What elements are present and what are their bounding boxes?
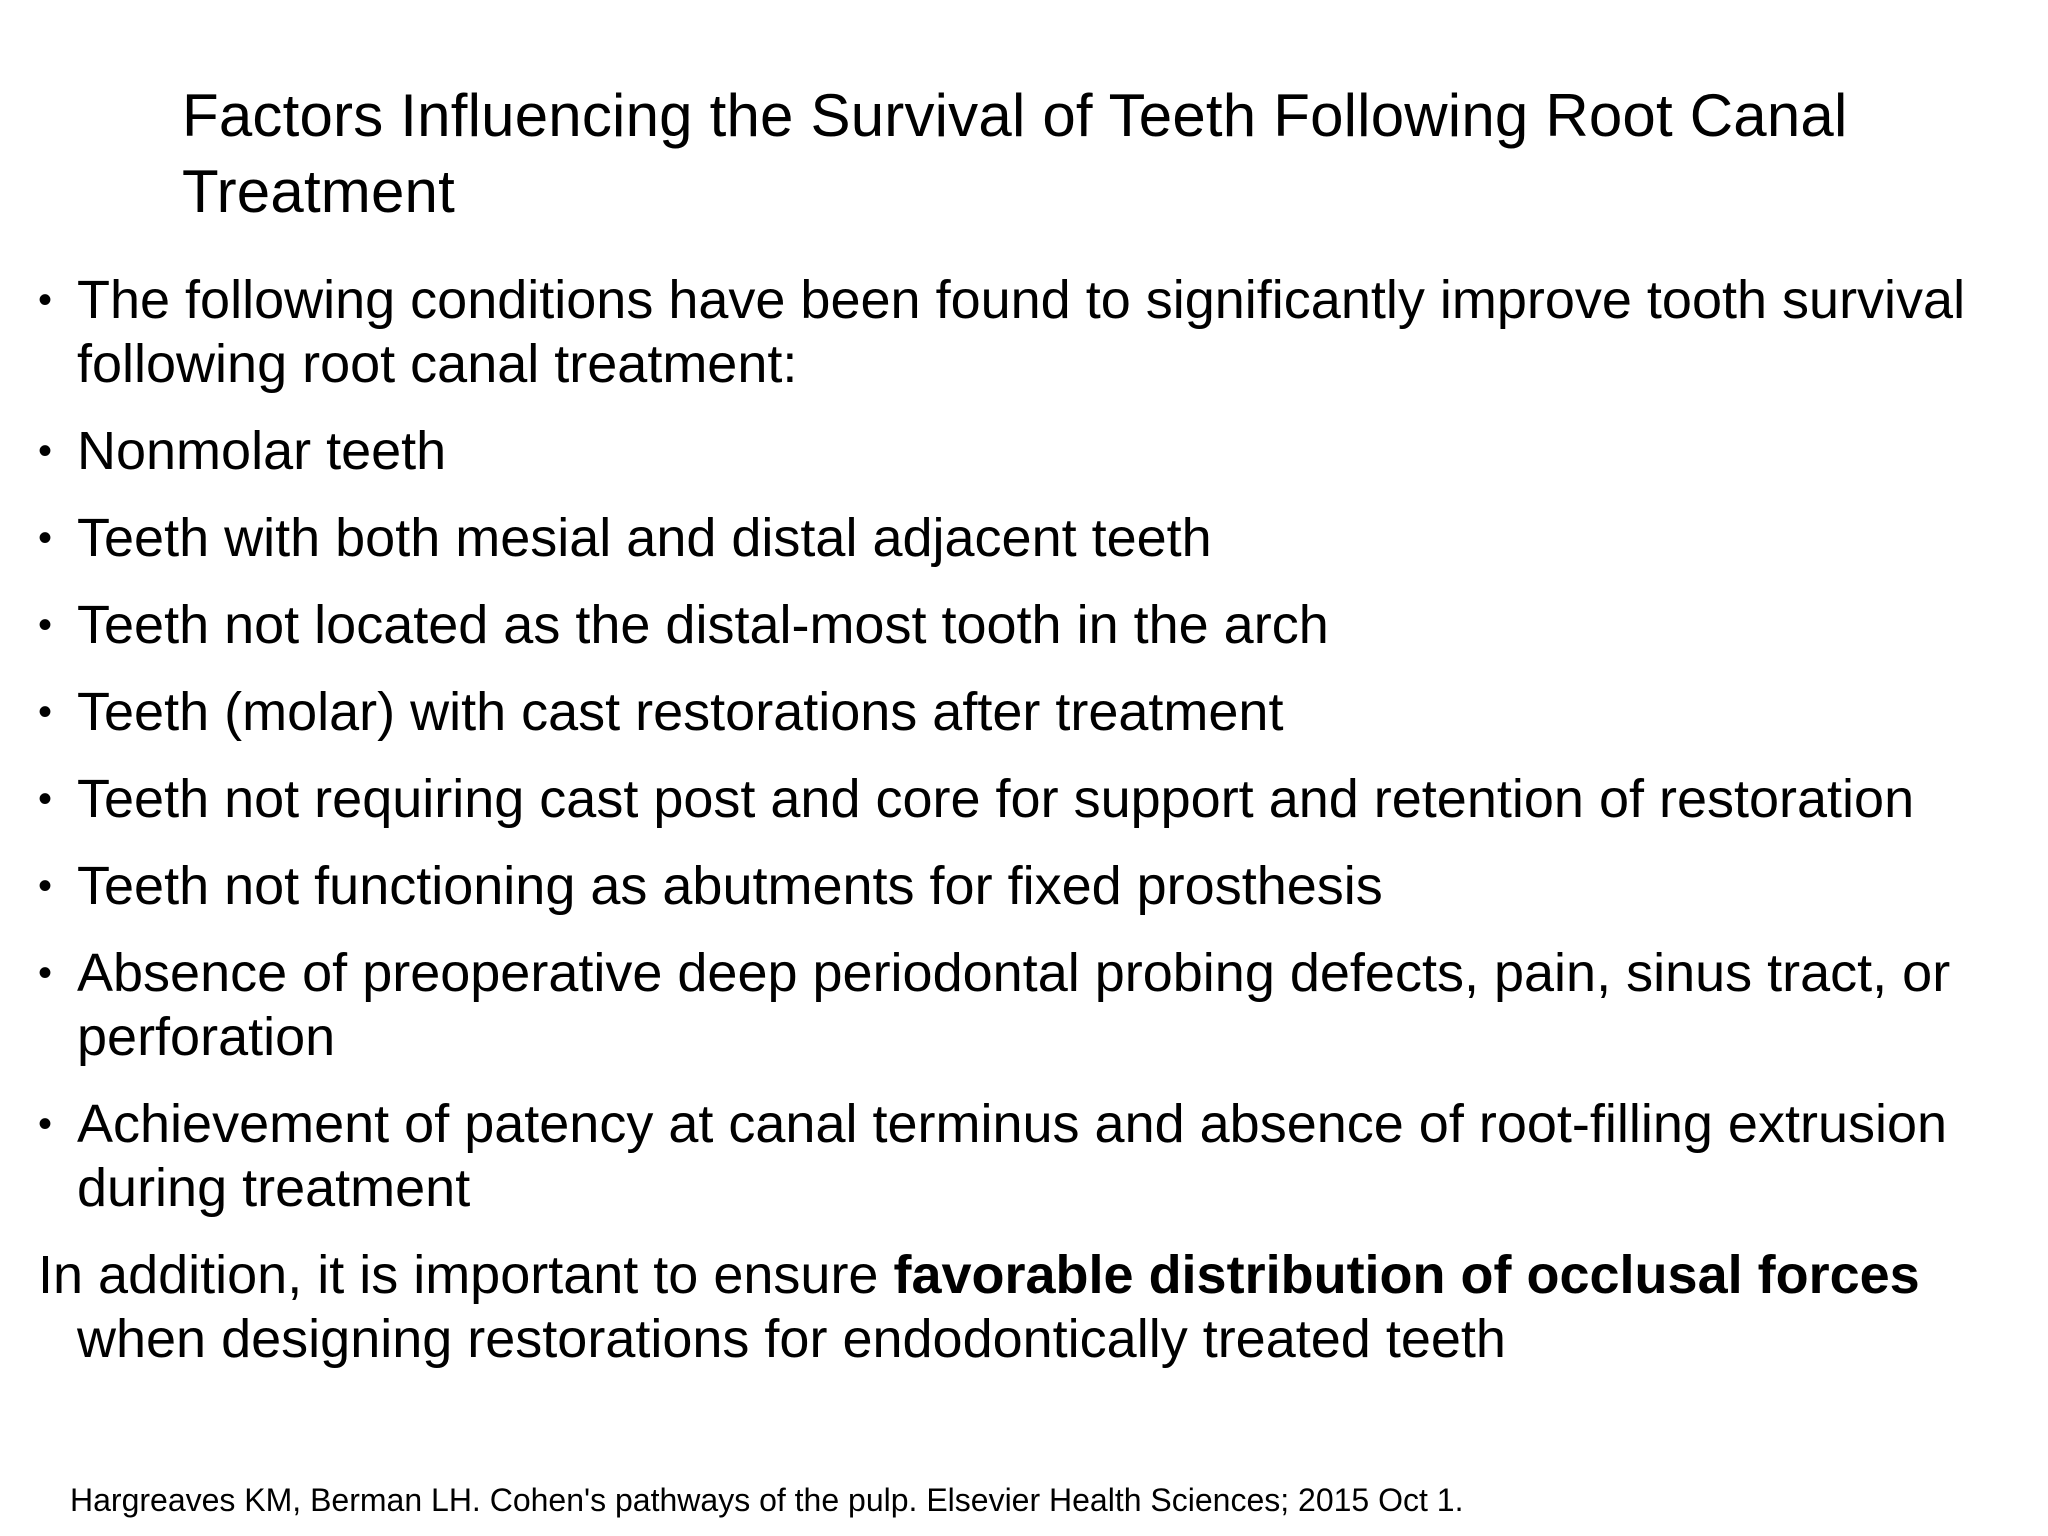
bullet-item xyxy=(38,419,2028,483)
bullet-list xyxy=(38,268,2028,1371)
bullet-text: Teeth with both mesial and distal adjacent teeth xyxy=(77,508,1212,568)
closing-emphasis: favorable distribution of occlusal forces xyxy=(893,1245,1920,1305)
citation: Hargreaves KM, Berman LH. Cohen's pathways of the pulp. Elsevier Health Sciences; 2015 Oct 1. xyxy=(70,1482,1464,1518)
bullet-icon: • xyxy=(38,278,53,322)
bullet-item xyxy=(38,268,2028,396)
bullet-item xyxy=(38,593,2028,657)
bullet-icon: • xyxy=(38,951,53,995)
bullet-icon: • xyxy=(38,690,53,734)
bullet-item xyxy=(38,767,2028,831)
bullet-icon: • xyxy=(38,516,53,560)
bullet-icon: • xyxy=(38,603,53,647)
bullet-text: Teeth not located as the distal-most tooth in the arch xyxy=(77,595,1329,655)
bullet-text: Teeth not functioning as abutments for fixed prosthesis xyxy=(77,856,1383,916)
bullet-text: Nonmolar teeth xyxy=(77,421,447,481)
bullet-icon: • xyxy=(38,864,53,908)
bullet-text: Teeth (molar) with cast restorations after treatment xyxy=(77,682,1284,742)
slide-title: Factors Influencing the Survival of Teeth Following Root Canal Treatment xyxy=(182,82,1848,225)
bullet-item xyxy=(38,854,2028,918)
bullet-text: Teeth not requiring cast post and core for support and retention of restoration xyxy=(77,769,1915,829)
bullet-item xyxy=(38,506,2028,570)
bullet-text: The following conditions have been found to significantly improve tooth survival following root canal treatment: xyxy=(77,270,1966,394)
closing-text-before: In addition, it is important to ensure xyxy=(38,1245,894,1305)
bullet-text: Achievement of patency at canal terminus and absence of root-filling extrusion during treatment xyxy=(77,1094,1948,1218)
closing-text-after: when designing restorations for endodontically treated teeth xyxy=(77,1309,1506,1369)
bullet-icon: • xyxy=(38,1102,53,1146)
bullet-icon: • xyxy=(38,429,53,473)
bullet-item xyxy=(38,1092,2028,1220)
closing-statement xyxy=(38,1243,2028,1371)
bullet-item xyxy=(38,680,2028,744)
bullet-icon: • xyxy=(38,777,53,821)
bullet-item xyxy=(38,941,2028,1069)
bullet-text: Absence of preoperative deep periodontal probing defects, pain, sinus tract, or perforation xyxy=(77,943,1951,1067)
